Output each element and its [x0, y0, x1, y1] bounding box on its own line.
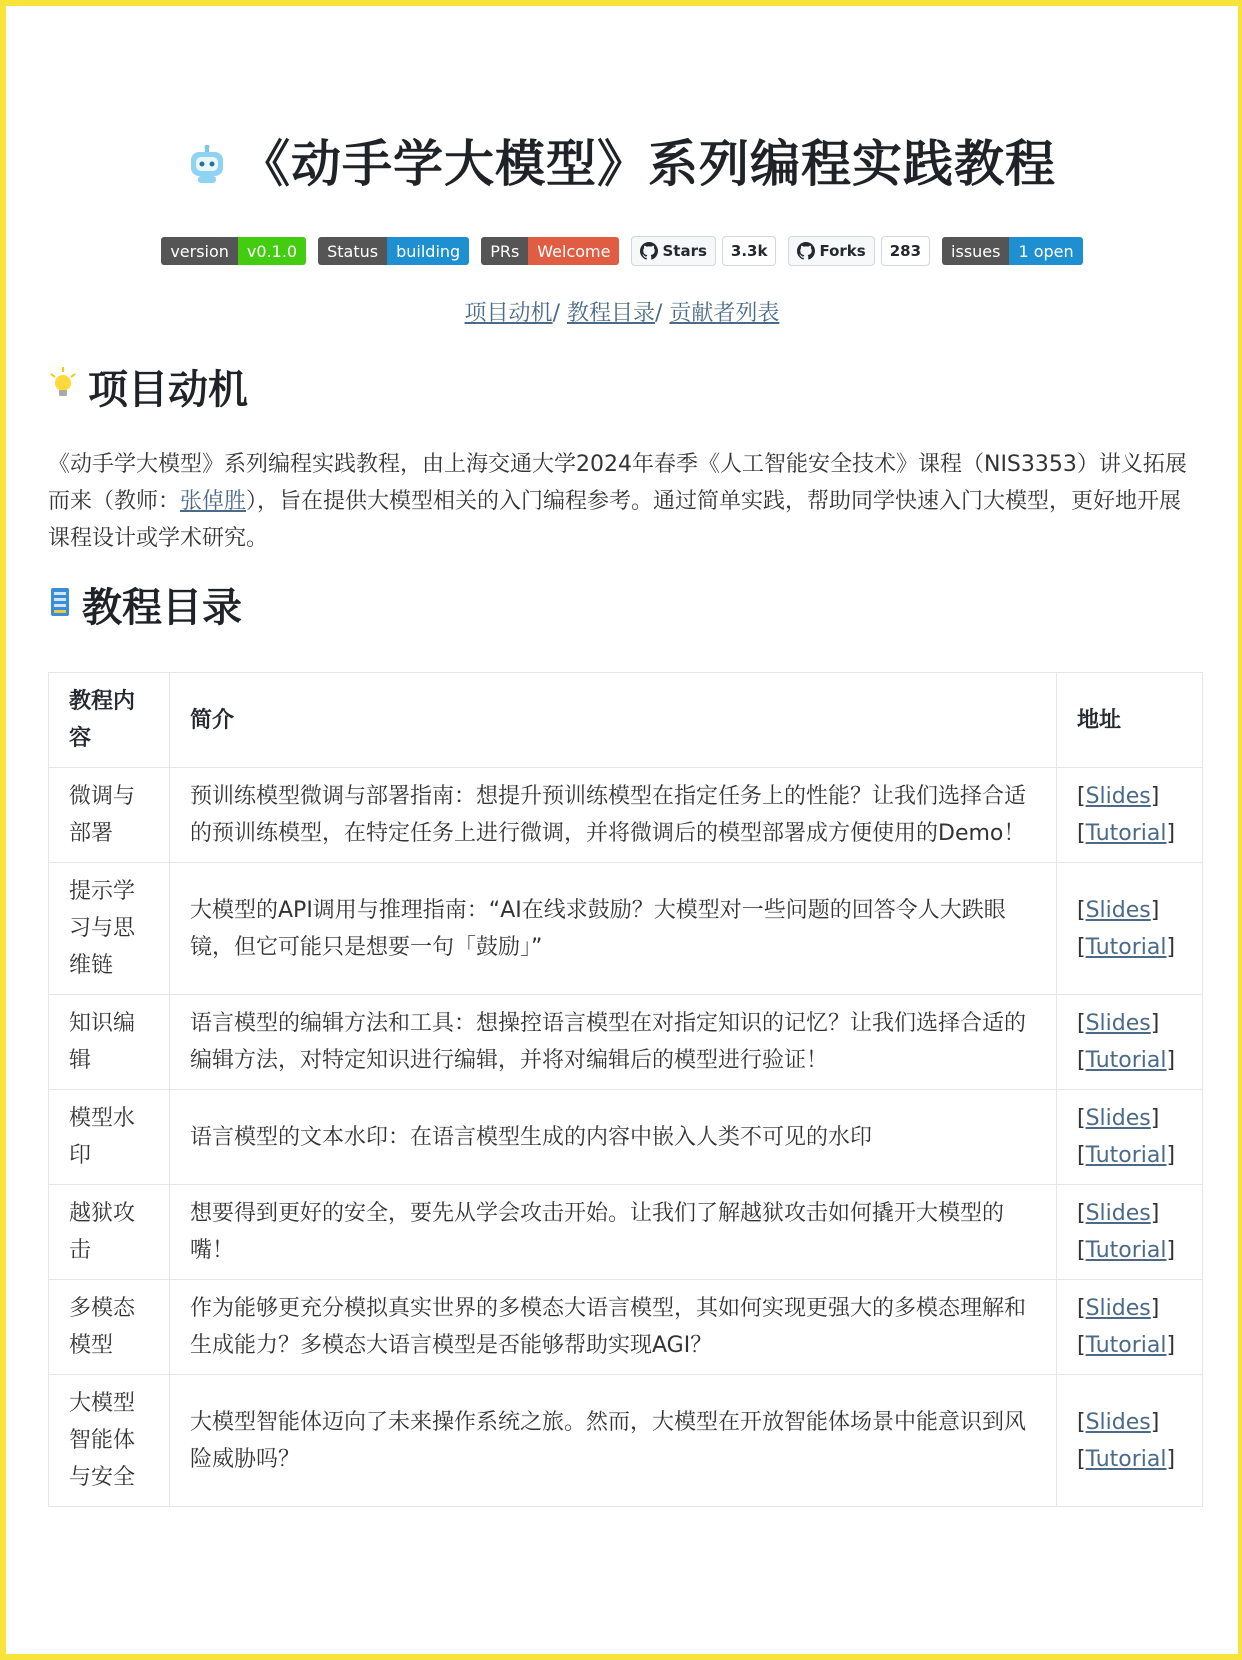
- tutorial-links: [Slides] [Tutorial]: [1057, 1185, 1203, 1280]
- tutorial-description: 大模型智能体迈向了未来操作系统之旅。然而，大模型在开放智能体场景中能意识到风险威胁吗？: [170, 1375, 1057, 1507]
- column-header-address: 地址: [1057, 673, 1203, 768]
- readme-page: [6, 6, 1238, 1654]
- prs-badge[interactable]: [481, 237, 619, 265]
- catalog-heading: [48, 576, 242, 633]
- stars-badge[interactable]: [631, 236, 776, 266]
- tutorial-name: 知识编辑: [49, 995, 170, 1090]
- table-row: [49, 1280, 1203, 1375]
- table-row: [49, 1375, 1203, 1507]
- table-row: [49, 768, 1203, 863]
- nav-links: [6, 296, 1238, 327]
- badge-value: building: [387, 237, 469, 265]
- title-text: 《动手学大模型》系列编程实践教程: [240, 135, 1056, 193]
- tutorial-link[interactable]: Tutorial: [1085, 934, 1167, 960]
- stars-button[interactable]: [631, 236, 715, 266]
- tutorial-name: 微调与部署: [49, 768, 170, 863]
- lightbulb-icon: [48, 364, 78, 410]
- robot-icon: [188, 139, 226, 197]
- catalog-heading-text: 教程目录: [82, 585, 242, 631]
- table-row: [49, 995, 1203, 1090]
- issues-badge[interactable]: [942, 237, 1083, 265]
- nav-link-contributors[interactable]: 贡献者列表: [669, 301, 780, 326]
- forks-badge[interactable]: [788, 236, 930, 266]
- slides-link[interactable]: Slides: [1085, 1011, 1151, 1036]
- badge-value: v0.1.0: [238, 237, 306, 265]
- slides-link[interactable]: Slides: [1085, 1201, 1151, 1226]
- tutorial-link[interactable]: Tutorial: [1085, 1333, 1167, 1358]
- badge-row: [6, 236, 1238, 266]
- tutorial-name: 提示学习与思维链: [49, 863, 170, 995]
- forks-label: Forks: [819, 242, 866, 260]
- tutorial-links: [Slides] [Tutorial]: [1057, 768, 1203, 863]
- badge-key: PRs: [481, 237, 528, 265]
- nav-link-motivation[interactable]: 项目动机: [464, 301, 553, 326]
- table-row: [49, 1090, 1203, 1185]
- nav-separator: /: [552, 301, 560, 326]
- tutorial-links: [Slides] [Tutorial]: [1057, 1280, 1203, 1375]
- teacher-link[interactable]: 张倬胜: [180, 489, 247, 514]
- tutorial-name: 多模态模型: [49, 1280, 170, 1375]
- badge-key: issues: [942, 237, 1009, 265]
- tutorial-name: 越狱攻击: [49, 1185, 170, 1280]
- version-badge[interactable]: [161, 237, 306, 265]
- book-icon: [48, 582, 72, 628]
- tutorial-links: [Slides] [Tutorial]: [1057, 1375, 1203, 1507]
- motivation-heading: [48, 358, 248, 415]
- motivation-heading-text: 项目动机: [88, 367, 248, 413]
- motivation-text: 《动手学大模型》系列编程实践教程，由上海交通大学2024年春季《人工智能安全技术》课程（NIS3353）讲义拓展而来（教师：: [48, 452, 1187, 514]
- tutorial-description: 预训练模型微调与部署指南：想提升预训练模型在指定任务上的性能？让我们选择合适的预训练模型，在特定任务上进行微调，并将微调后的模型部署成方便使用的Demo！: [170, 768, 1057, 863]
- tutorial-links: [Slides] [Tutorial]: [1057, 1090, 1203, 1185]
- tutorial-description: 语言模型的编辑方法和工具：想操控语言模型在对指定知识的记忆？让我们选择合适的编辑方法，对特定知识进行编辑，并将对编辑后的模型进行验证！: [170, 995, 1057, 1090]
- github-icon: [640, 242, 658, 260]
- badge-key: Status: [318, 237, 387, 265]
- page-title: [6, 124, 1238, 197]
- tutorial-description: 作为能够更充分模拟真实世界的多模态大语言模型，其如何实现更强大的多模态理解和生成能力？多模态大语言模型是否能够帮助实现AGI？: [170, 1280, 1057, 1375]
- status-badge[interactable]: [318, 237, 469, 265]
- tutorial-link[interactable]: Tutorial: [1085, 821, 1167, 846]
- tutorial-table: [48, 672, 1203, 1507]
- column-header-content: 教程内容: [49, 673, 170, 768]
- badge-value: 1 open: [1009, 237, 1082, 265]
- nav-separator: /: [655, 301, 663, 326]
- github-icon: [797, 242, 815, 260]
- tutorial-description: 想要得到更好的安全，要先从学会攻击开始。让我们了解越狱攻击如何撬开大模型的嘴！: [170, 1185, 1057, 1280]
- stars-label: Stars: [662, 242, 707, 260]
- tutorial-links: [Slides] [Tutorial]: [1057, 863, 1203, 995]
- tutorial-link[interactable]: Tutorial: [1085, 1048, 1167, 1073]
- forks-button[interactable]: [788, 236, 874, 266]
- tutorial-name: 模型水印: [49, 1090, 170, 1185]
- motivation-text-end: ），旨在提供大模型相关的入门编程参考。通过简单实践，帮助同学快速入门大模型，更好地开展课程设计或学术研究。: [48, 489, 1182, 551]
- tutorial-link[interactable]: Tutorial: [1085, 1143, 1167, 1168]
- badge-key: version: [161, 237, 238, 265]
- forks-count[interactable]: 283: [881, 236, 930, 266]
- table-header-row: [49, 673, 1203, 768]
- slides-link[interactable]: Slides: [1085, 1106, 1151, 1131]
- slides-link[interactable]: Slides: [1085, 897, 1151, 923]
- slides-link[interactable]: Slides: [1085, 1409, 1151, 1435]
- tutorial-description: 大模型的API调用与推理指南：“AI在线求鼓励？大模型对一些问题的回答令人大跌眼镜，但它可能只是想要一句「鼓励」”: [170, 863, 1057, 995]
- tutorial-name: 大模型智能体与安全: [49, 1375, 170, 1507]
- slides-link[interactable]: Slides: [1085, 784, 1151, 809]
- badge-value: Welcome: [528, 237, 619, 265]
- slides-link[interactable]: Slides: [1085, 1296, 1151, 1321]
- column-header-description: 简介: [170, 673, 1057, 768]
- tutorial-link[interactable]: Tutorial: [1085, 1446, 1167, 1472]
- motivation-paragraph: [48, 446, 1203, 557]
- tutorial-links: [Slides] [Tutorial]: [1057, 995, 1203, 1090]
- table-row: [49, 863, 1203, 995]
- tutorial-description: 语言模型的文本水印：在语言模型生成的内容中嵌入人类不可见的水印: [170, 1090, 1057, 1185]
- stars-count[interactable]: 3.3k: [722, 236, 777, 266]
- tutorial-link[interactable]: Tutorial: [1085, 1238, 1167, 1263]
- nav-link-catalog[interactable]: 教程目录: [566, 301, 655, 326]
- table-row: [49, 1185, 1203, 1280]
